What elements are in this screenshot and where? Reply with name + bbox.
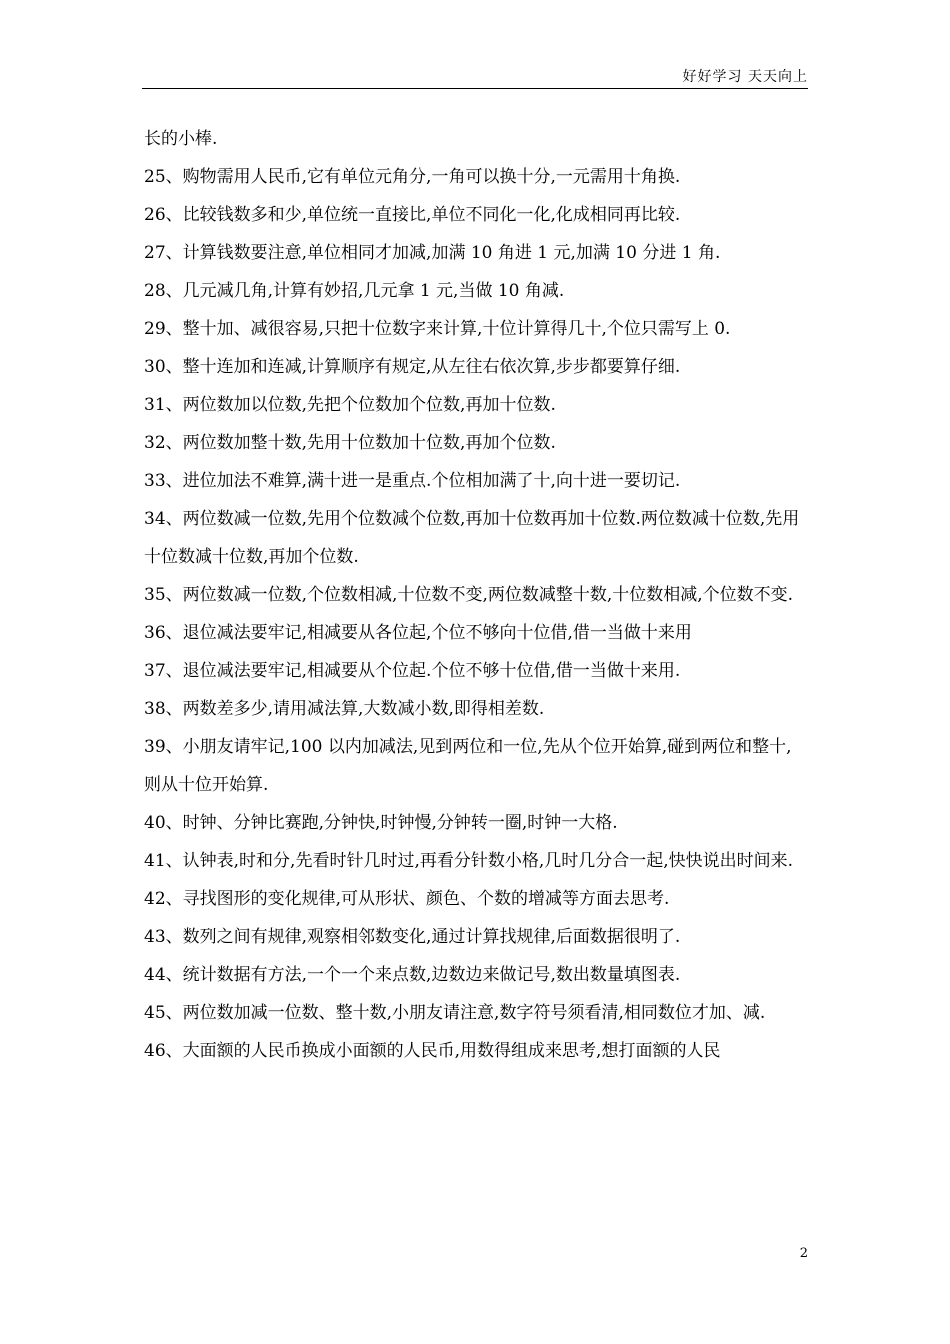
rule-item-46: 46、大面额的人民币换成小面额的人民币,用数得组成来思考,想打面额的人民 bbox=[144, 1041, 721, 1061]
rule-item-40: 40、时钟、分钟比赛跑,分钟快,时钟慢,分钟转一圈,时钟一大格. bbox=[144, 813, 618, 833]
rule-item-38: 38、两数差多少,请用减法算,大数减小数,即得相差数. bbox=[144, 699, 545, 719]
rule-item-43: 43、数列之间有规律,观察相邻数变化,通过计算找规律,后面数据很明了. bbox=[144, 927, 681, 947]
rule-item-35: 35、两位数减一位数,个位数相减,十位数不变,两位数减整十数,十位数相减,个位数不变. bbox=[144, 585, 794, 605]
rule-item-25: 25、购物需用人民币,它有单位元角分,一角可以换十分,一元需用十角换. bbox=[144, 167, 681, 187]
rule-item-34: 34、两位数减一位数,先用个位数减个位数,再加十位数再加十位数.两位数减十位数,先用十位数减十位数,再加个位数. bbox=[144, 509, 800, 567]
rule-item-45: 45、两位数加减一位数、整十数,小朋友请注意,数字符号须看清,相同数位才加、减. bbox=[144, 1003, 766, 1023]
rule-item-30: 30、整十连加和连减,计算顺序有规定,从左往右依次算,步步都要算仔细. bbox=[144, 357, 681, 377]
rule-item-42: 42、寻找图形的变化规律,可从形状、颜色、个数的增减等方面去思考. bbox=[144, 889, 670, 909]
rule-item-44: 44、统计数据有方法,一个一个来点数,边数边来做记号,数出数量填图表. bbox=[144, 965, 681, 985]
rule-item-27: 27、计算钱数要注意,单位相同才加减,加满 10 角进 1 元,加满 10 分进 1 角. bbox=[144, 243, 721, 263]
rule-item-29: 29、整十加、减很容易,只把十位数字来计算,十位计算得几十,个位只需写上 0. bbox=[144, 319, 731, 339]
page-header: 好好学习 天天向上 bbox=[682, 69, 808, 85]
rule-item-41: 41、认钟表,时和分,先看时针几时过,再看分针数小格,几时几分合一起,快快说出时间来. bbox=[144, 851, 794, 871]
rule-item-28: 28、几元减几角,计算有妙招,几元拿 1 元,当做 10 角减. bbox=[144, 281, 565, 301]
paragraph-continuation: 长的小棒. bbox=[144, 129, 218, 149]
rule-item-26: 26、比较钱数多和少,单位统一直接比,单位不同化一化,化成相同再比较. bbox=[144, 205, 681, 225]
header-divider bbox=[142, 88, 808, 89]
rule-item-37: 37、退位减法要牢记,相减要从个位起.个位不够十位借,借一当做十来用. bbox=[144, 661, 681, 681]
page-number: 2 bbox=[799, 1246, 808, 1261]
rule-item-39: 39、小朋友请牢记,100 以内加减法,见到两位和一位,先从个位开始算,碰到两位和整十,则从十位开始算. bbox=[144, 737, 792, 795]
rule-item-36: 36、退位减法要牢记,相减要从各位起,个位不够向十位借,借一当做十来用 bbox=[144, 623, 692, 643]
document-body bbox=[144, 120, 808, 1070]
rule-item-32: 32、两位数加整十数,先用十位数加十位数,再加个位数. bbox=[144, 433, 556, 453]
rule-item-33: 33、进位加法不难算,满十进一是重点.个位相加满了十,向十进一要切记. bbox=[144, 471, 681, 491]
rule-item-31: 31、两位数加以位数,先把个位数加个位数,再加十位数. bbox=[144, 395, 556, 415]
